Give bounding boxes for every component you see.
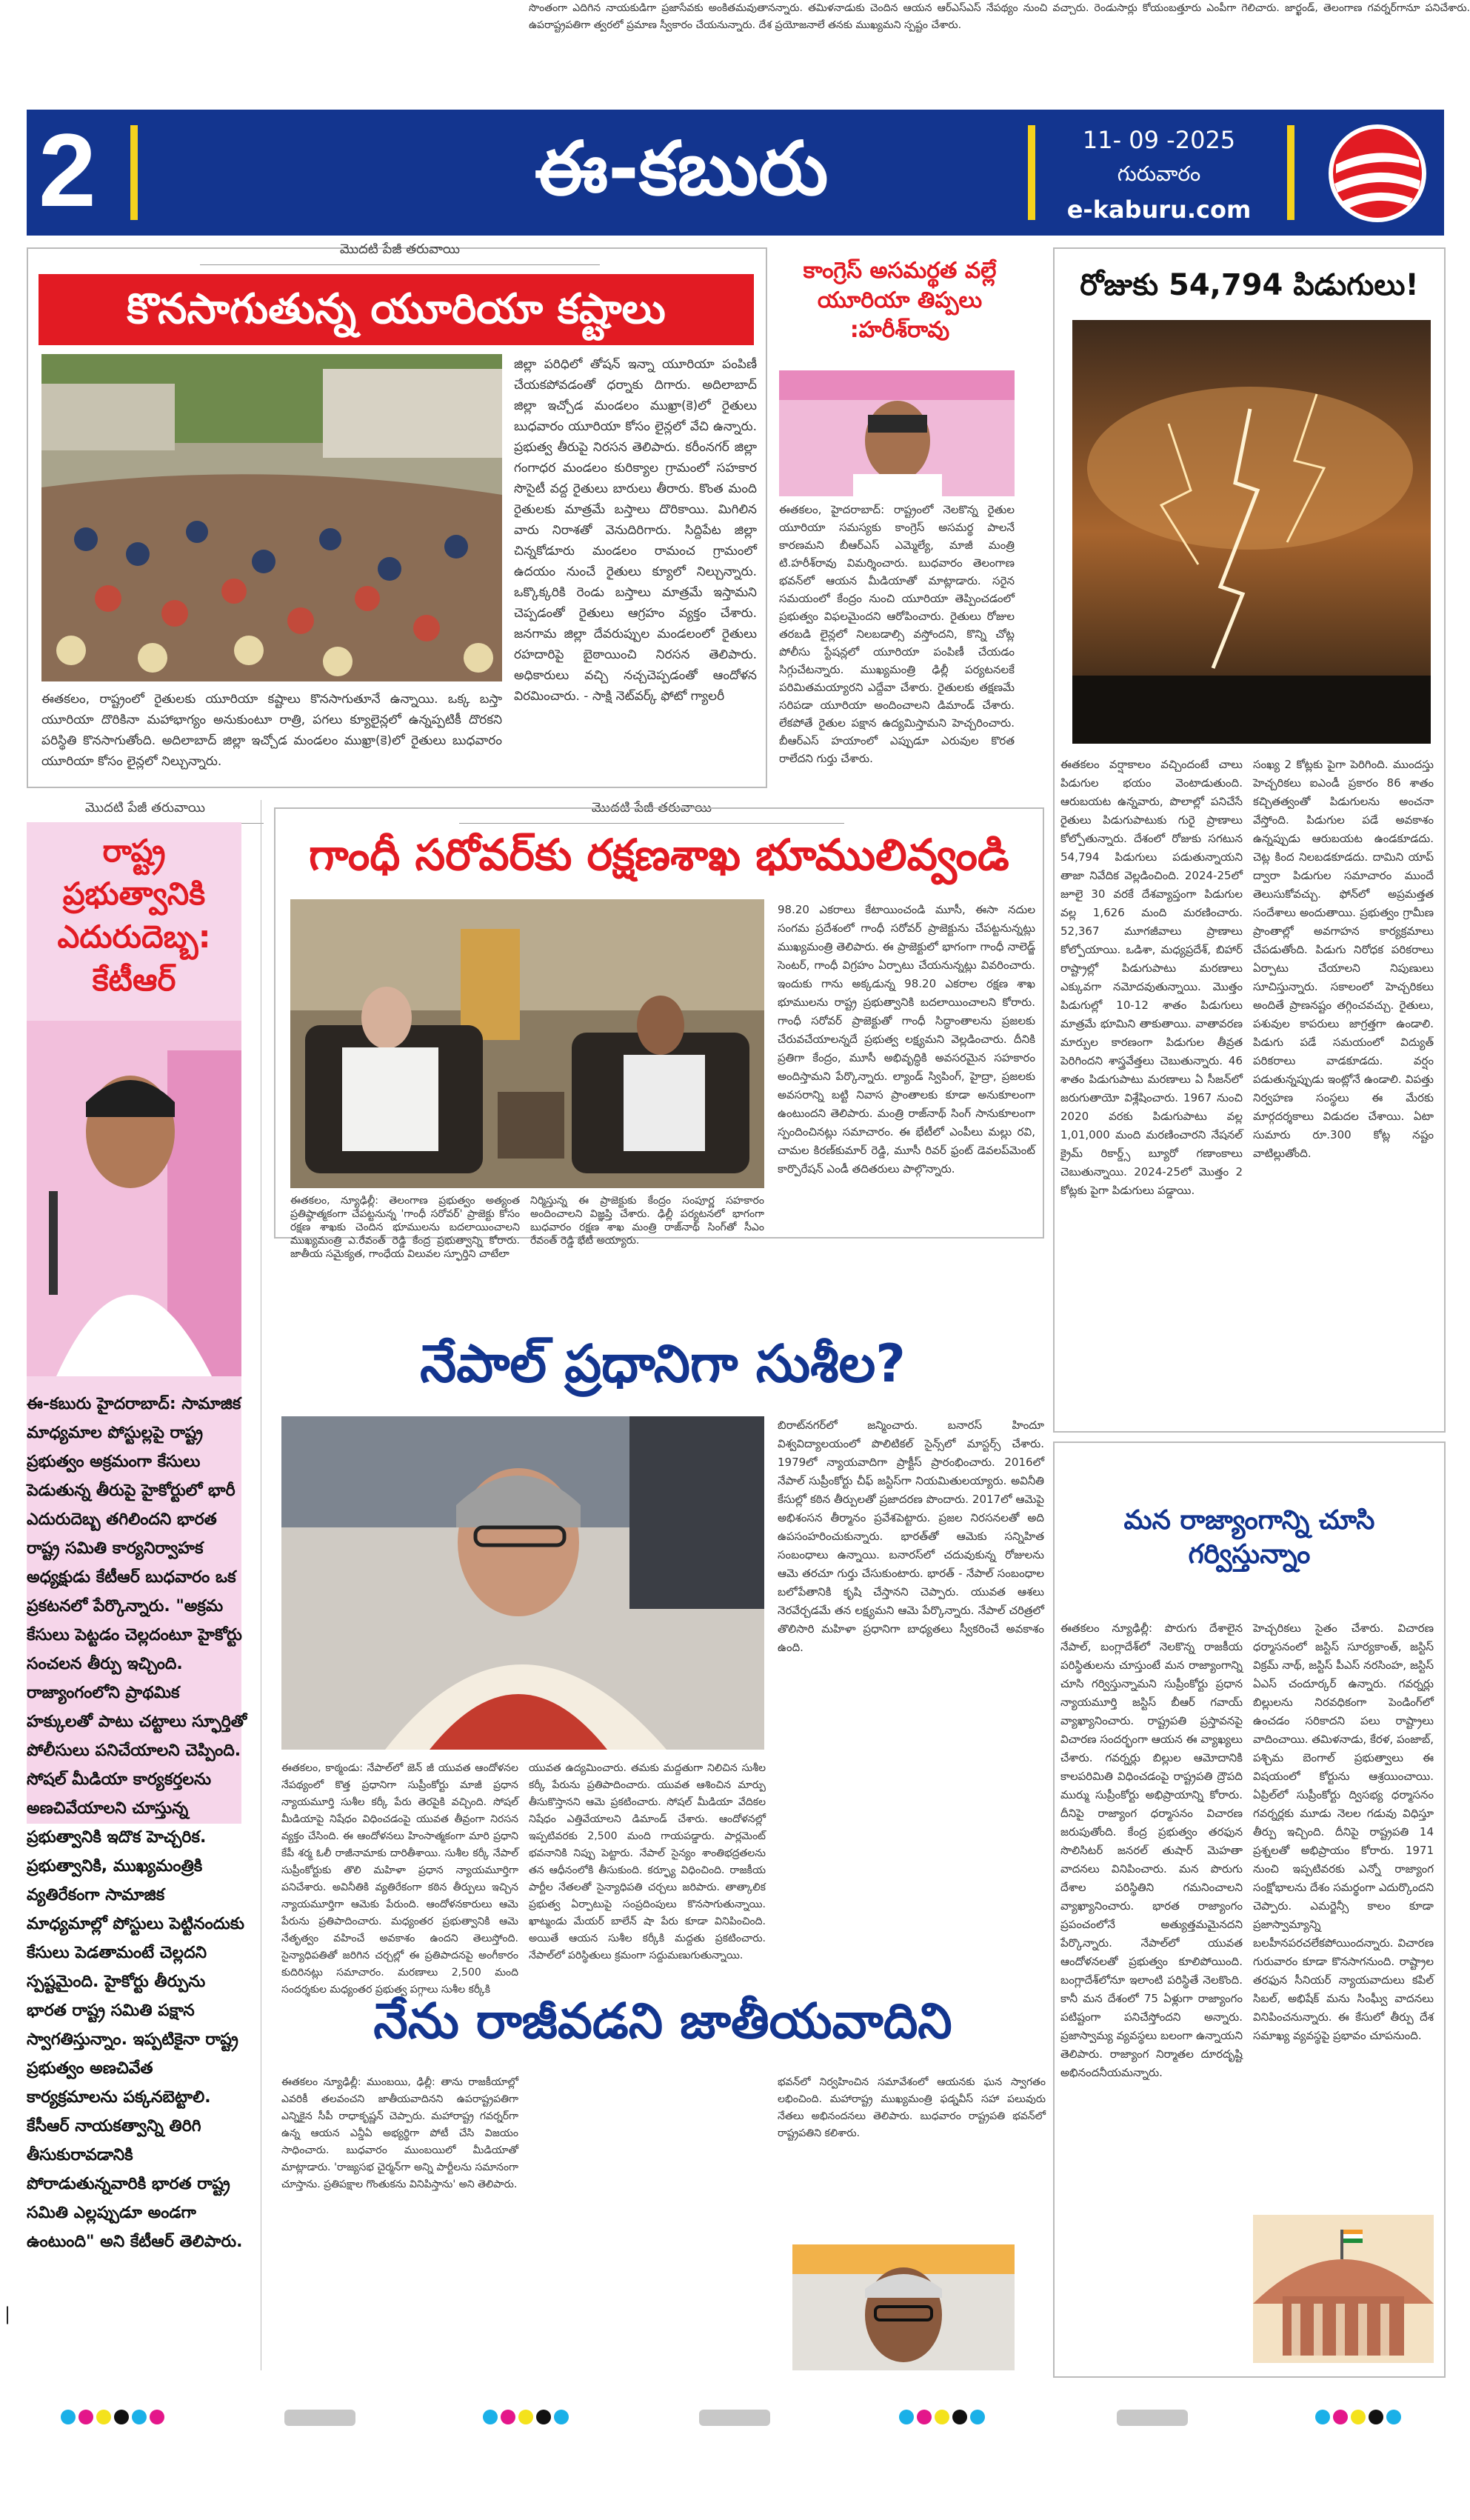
- supreme-court-photo: [1253, 2215, 1434, 2363]
- newspaper-title: ఈ-కబురు: [534, 125, 829, 212]
- registration-marks: [483, 2410, 569, 2426]
- farmers-queue-photo: [41, 354, 502, 681]
- gandhi-headline: గాంధీ సరోవర్‌కు రక్షణశాఖ భూములివ్వండి: [309, 830, 1009, 880]
- gandhi-body-col2: నిర్మిస్తున్న ఈ ప్రాజెక్టుకు కేంద్రం సంపూర్ణ సహకారం అందించాలని విజ్ఞప్తి చేశారు. ఢిల్లీ పర్యటనలో భాగంగా బుధవారం రక్షణ శాఖ మంత్రి రాజ్‌నాథ్ సింగ్‌తో సీఎం రేవంత్ రెడ్డి భేటీ అయ్యారు.: [530, 1195, 764, 1247]
- gandhi-body-col1: ఈతకలం, న్యూఢిల్లీ: తెలంగాణ ప్రభుత్వం అత్యంత ప్రతిష్ఠాత్మకంగా చేపట్టనున్న 'గాంధీ సరోవర్' ప్రాజెక్టు కోసం రక్షణ శాఖకు చెందిన భూములను బదలాయించాలని ముఖ్యమంత్రి ఎ.రేవంత్ రెడ్డి కేంద్ర ప్రభుత్వాన్ని కోరారు. జాతీయ సమైక్యత, గాంధేయ విలువల స్ఫూర్తిని చాటేలా: [290, 1195, 520, 1260]
- sushila-karki-photo: [281, 1416, 764, 1750]
- color-bar: [699, 2410, 770, 2426]
- color-bar: [1117, 2410, 1188, 2426]
- harish-body: ఈతకలం, హైదరాబాద్: రాష్ట్రంలో నెలకొన్న రైతుల యూరియా సమస్యకు కాంగ్రెస్ అసమర్థ పాలనే కారణమని బీఆర్‌ఎస్ ఎమ్మెల్యే, మాజీ మంత్రి టి.హరీశ్‌రావు విమర్శించారు. బుధవారం తెలంగాణ భవన్‌లో ఆయన మీడియాతో మాట్లాడారు. సరైన సమయంలో కేంద్రం నుంచి యూరియా తెప్పించడంలో ప్రభుత్వం విఫలమైందని ఆరోపించారు. రైతులు రోజుల తరబడి లైన్లలో నిలబడాల్సి వస్తోందని, కొన్ని చోట్ల పోలీసు స్టేషన్లలో యూరియా పంపిణీ చేయడం సిగ్గుచేటన్నారు. ముఖ్యమంత్రి ఢిల్లీ పర్యటనలకే పరిమితమయ్యారని ఎద్దేవా చేశారు. రైతులకు తక్షణమే సరిపడా యూరియా అందించాలని డిమాండ్ చేశారు. లేకపోతే రైతుల పక్షాన ఉద్యమిస్తామని హెచ్చరించారు. బీఆర్‌ఎస్ హయాంలో ఎప్పుడూ ఎరువుల కొరత రాలేదని గుర్తు చేశారు.: [779, 503, 1015, 765]
- registration-marks: [899, 2410, 985, 2426]
- website-link[interactable]: e-kaburu.com: [1066, 196, 1252, 224]
- registration-marks: [1315, 2410, 1401, 2426]
- continued-kicker: మొదటి పేజీ తరువాయి: [27, 800, 264, 824]
- urea-headline: కొనసాగుతున్న యూరియా కష్టాలు: [39, 274, 754, 345]
- registration-marks: [61, 2410, 164, 2426]
- nepal-body-col3: బిరాట్‌నగర్‌లో జన్మించారు. బనారస్ హిందూ విశ్వవిద్యాలయంలో పొలిటికల్ సైన్స్‌లో మాస్టర్స్ చేశారు. 1979లో న్యాయవాదిగా ప్రాక్టీస్ ప్రారంభించారు. 2016లో నేపాల్ సుప్రీంకోర్టు చీఫ్ జస్టిస్‌గా నియమితులయ్యారు. అవినీతి కేసుల్లో కఠిన తీర్పులతో ప్రజాదరణ పొందారు. 2017లో ఆమెపై అభిశంసన తీర్మానం ప్రవేశపెట్టారు. ప్రజల నిరసనలతో అది ఉపసంహరించుకున్నారు. భారత్‌తో ఆమెకు సన్నిహిత సంబంధాలు ఉన్నాయి. బనారస్‌లో చదువుకున్న రోజులను ఆమె తరచూ గుర్తు చేసుకుంటారు. భారత్ - నేపాల్ సంబంధాల బలోపేతానికి కృషి చేస్తానని చెప్పారు. యువత ఆశలు నెరవేర్చడమే తన లక్ష్యమని ఆమె పేర్కొన్నారు. నేపాల్ చరిత్రలో తొలిసారి మహిళా ప్రధానిగా బాధ్యతలు స్వీకరించే అవకాశం ఉంది.: [778, 1419, 1044, 1654]
- urea-body-col2: జిల్లా పరిధిలో తోషన్ ఇన్నా యూరియా పంపిణీ చేయకపోవడంతో ధర్నాకు దిగారు. అదిలాబాద్ జిల్లా ఇచ్చోడ మండలం ముఖ్రా(కె)లో రైతులు బుధవారం యూరియా కోసం లైన్లలో వేచి ఉన్నారు. ప్రభుత్వ తీరుపై నిరసన తెలిపారు. కరీంనగర్ జిల్లా గంగాధర మండలం కురిక్యాల గ్రామంలో సహకార సొసైటీ వద్ద రైతులు బారులు తీరారు. కొంత మంది రైతులకు మాత్రమే బస్తాలు దొరికాయి. మిగిలిన వారు నిరాశతో వెనుదిరిగారు. సిద్దిపేట జిల్లా చిన్నకోడూరు మండలం రామంచ గ్రామంలో ఉదయం నుంచే రైతులు క్యూలో నిల్చున్నారు. ఒక్కొక్కరికి రెండు బస్తాలు మాత్రమే ఇస్తామని చెప్పడంతో రైతులు ఆగ్రహం వ్యక్తం చేశారు. జనగామ జిల్లా దేవరుప్పుల మండలంలో రైతులు రహదారిపై బైఠాయించి నిరసన తెలిపారు. అధికారులు వచ్చి నచ్చచెప్పడంతో ఆందోళన విరమించారు. - సాక్షి నెట్‌వర్క్ ఫోటో గ్యాలరీ: [514, 357, 757, 704]
- constitution-headline: మన రాజ్యాంగాన్ని చూసి గర్విస్తున్నాం: [1123, 1505, 1375, 1570]
- ktr-photo: [27, 1021, 241, 1376]
- nepal-body-col1: ఈతకలం, కాఠ్మండు: నేపాల్‌లో జెన్ జీ యువత ఆందోళనల నేపథ్యంలో కొత్త ప్రధానిగా సుప్రీంకోర్టు మాజీ ప్రధాన న్యాయమూర్తి సుశీల కర్కీ పేరు తెరపైకి వచ్చింది. సోషల్ మీడియాపై నిషేధం విధించడంపై యువత తీవ్రంగా నిరసన వ్యక్తం చేసింది. ఈ ఆందోళనలు హింసాత్మకంగా మారి ప్రధాని కేపీ శర్మ ఓలీ రాజీనామాకు దారితీశాయి. సుశీల కర్కీ నేపాల్ సుప్రీంకోర్టుకు తొలి మహిళా ప్రధాన న్యాయమూర్తిగా పనిచేశారు. అవినీతికి వ్యతిరేకంగా కఠిన తీర్పులు ఇచ్చిన న్యాయమూర్తిగా ఆమెకు పేరుంది. ఆందోళనకారులు ఆమె పేరును ప్రతిపాదించారు. మధ్యంతర ప్రభుత్వానికి ఆమె నేతృత్వం వహించే అవకాశం ఉందని తెలుస్తోంది. సైన్యాధిపతితో జరిగిన చర్చల్లో ఈ ప్రతిపాదనపై అంగీకారం కుదిరినట్లు సమాచారం. మరణాలు 2,500 మంది సందర్శకుల మధ్యంతర ప్రభుత్వ పగ్గాలు సుశీల కర్కీకి: [281, 1762, 518, 1996]
- rajeev-body-col3: భవన్‌లో నిర్వహించిన సమావేశంలో ఆయనకు ఘన స్వాగతం లభించింది. మహారాష్ట్ర ముఖ్యమంత్రి ఫడ్నవీస్ సహా పలువురు నేతలు అభినందనలు తెలిపారు. బుధవారం రాష్ట్రపతి భవన్‌లో రాష్ట్రపతిని కలిశారు.: [778, 2076, 1046, 2139]
- constitution-body-col2: హెచ్చరికలు సైతం చేశారు. విచారణ ధర్మాసనంలో జస్టిస్ సూర్యకాంత్, జస్టిస్ విక్రమ్ నాథ్, జస్టిస్ పీఎస్ నరసింహ, జస్టిస్ ఏఎస్ చందూర్కర్ ఉన్నారు. గవర్నర్లు బిల్లులను నిరవధికంగా పెండింగ్‌లో ఉంచడం సరికాదని పలు రాష్ట్రాలు వాదించాయి. తమిళనాడు, కేరళ, పంజాబ్, పశ్చిమ బెంగాల్ ప్రభుత్వాలు ఈ విషయంలో కోర్టును ఆశ్రయించాయి. ఏప్రిల్‌లో సుప్రీంకోర్టు ద్విసభ్య ధర్మాసనం గవర్నర్లకు మూడు నెలల గడువు విధిస్తూ తీర్పు ఇచ్చింది. దీనిపై రాష్ట్రపతి 14 ప్రశ్నలతో అభిప్రాయం కోరారు. 1971 నుంచి ఇప్పటివరకు ఎన్నో రాజ్యాంగ సంక్షోభాలను దేశం సమర్థంగా ఎదుర్కొందని చెప్పారు. ఎమర్జెన్సీ కాలం కూడా ప్రజాస్వామ్యాన్ని బలహీనపరచలేకపోయిందన్నారు. విచారణ గురువారం కూడా కొనసాగనుంది. రాష్ట్రాల తరఫున సీనియర్ న్యాయవాదులు కపిల్ సిబల్, అభిషేక్ మను సింఘ్వీ వాదనలు వినిపించనున్నారు. ఈ కేసులో తీర్పు దేశ సమాఖ్య వ్యవస్థపై ప్రభావం చూపనుంది.: [1253, 1621, 1434, 2042]
- page-marker: |: [4, 2304, 11, 2324]
- lightning-body-col1: ఈతకలం వర్షాకాలం వచ్చిందంటే చాలు పిడుగుల భయం వెంటాడుతుంది. ఆరుబయట ఉన్నవారు, పొలాల్లో పనిచేసే రైతులు పిడుగుపాటుకు గురై ప్రాణాలు కోల్పోతున్నారు. దేశంలో రోజుకు సగటున 54,794 పిడుగులు పడుతున్నాయని తాజా నివేదిక వెల్లడించింది. 2024-25లో జూలై 30 వరకే దేశవ్యాప్తంగా పిడుగుల వల్ల 1,626 మంది మరణించారు. 52,367 మూగజీవాలు ప్రాణాలు కోల్పోయాయి. ఒడిశా, మధ్యప్రదేశ్, బిహార్ రాష్ట్రాల్లో పిడుగుపాటు మరణాలు ఎక్కువగా నమోదవుతున్నాయి. మొత్తం పిడుగుల్లో 10-12 శాతం పిడుగులు మాత్రమే భూమిని తాకుతాయి. వాతావరణ మార్పుల కారణంగా పిడుగుల తీవ్రత పెరిగిందని శాస్త్రవేత్తలు చెబుతున్నారు. 46 శాతం పిడుగుపాటు మరణాలు ఏ సీజన్‌లో జరుగుతాయో విశ్లేషించారు. 1967 నుంచి 2020 వరకు పిడుగుపాటు వల్ల 1,01,000 మంది మరణించారని నేషనల్ క్రైమ్ రికార్డ్స్ బ్యూరో గణాంకాలు చెబుతున్నాయి. 2024-25లో మొత్తం 2 కోట్లకు పైగా పిడుగులు పడ్డాయి.: [1060, 758, 1243, 1197]
- harish-rao-photo: [779, 370, 1015, 496]
- rajeev-headline: నేను రాజీవడని జాతీయవాదిని: [373, 1993, 952, 2050]
- rajeev-body-col1: ఈతకలం న్యూఢిల్లీ: ముంబయి, ఢిల్లీ: తాను రాజకీయాల్లో ఎవరికీ తలవంచని జాతీయవాదినని ఉపరాష్ట్రపతిగా ఎన్నికైన సీపీ రాధాకృష్ణన్ చెప్పారు. మహారాష్ట్ర గవర్నర్‌గా ఉన్న ఆయన ఎన్డీఏ అభ్యర్థిగా పోటీ చేసి విజయం సాధించారు. బుధవారం ముంబయిలో మీడియాతో మాట్లాడారు. 'రాజ్యసభ చైర్మన్‌గా అన్ని పార్టీలను సమానంగా చూస్తాను. ప్రతిపక్షాల గొంతుకను వినిపిస్తాను' అని తెలిపారు.: [281, 2076, 518, 2190]
- issue-day: గురువారం: [1117, 161, 1201, 186]
- meeting-photo: [290, 899, 764, 1188]
- continued-kicker: మొదటి పేజీ తరువాయి: [200, 241, 600, 265]
- continued-kicker: మొదటి పేజీ తరువాయి: [459, 800, 844, 824]
- harish-headline: కాంగ్రెస్ అసమర్థత వల్లే యూరియా తిప్పలు :హరీశ్‌రావు: [803, 258, 997, 343]
- radhakrishnan-photo: [792, 2244, 1015, 2370]
- urea-body-col1: ఈతకలం, రాష్ట్రంలో రైతులకు యూరియా కష్టాలు కొనసాగుతూనే ఉన్నాయి. ఒక్క బస్తా యూరియా దొరికినా మహాభాగ్యం అనుకుంటూ రాత్రి, పగలు క్యూలైన్లలో ఉన్నప్పటికీ దొరకని పరిస్థితి కొనసాగుతోంది. అదిలాబాద్ జిల్లా ఇచ్చోడ మండలం ముఖ్రా(కె)లో రైతులు బుధవారం యూరియా కోసం లైన్లలో నిల్చున్నారు.: [41, 692, 502, 769]
- gandhi-body-col3: 98.20 ఎకరాలు కేటాయించండి మూసీ, ఈసా నదుల సంగమ ప్రదేశంలో గాంధీ సరోవర్ ప్రాజెక్టును చేపట్టనున్నట్లు ముఖ్యమంత్రి తెలిపారు. ఈ ప్రాజెక్టులో భాగంగా గాంధీ నాలెడ్జ్ సెంటర్, గాంధీ విగ్రహం ఏర్పాటు చేయనున్నట్లు వివరించారు. ఇందుకు గాను అక్కడున్న 98.20 ఎకరాల రక్షణ శాఖ భూములను రాష్ట్ర ప్రభుత్వానికి బదలాయించాలని కోరారు. గాంధీ సరోవర్ ప్రాజెక్టుతో గాంధీ సిద్ధాంతాలను ప్రజలకు చేరువచేయాలన్నదే ప్రభుత్వ లక్ష్యమని వెల్లడించారు. దీనికి ప్రతిగా కేంద్రం, మూసీ అభివృద్ధికి అవసరమైన సహకారం అందిస్తామని పేర్కొన్నారు. ల్యాండ్ స్విపింగ్, హైద్రా, ప్రజలకు అవసరాన్ని బట్టి నివాస ప్రాంతాలకు కూడా అనుకూలంగా ఉంటుందని తెలిపారు. మంత్రి రాజ్‌నాథ్ సింగ్ సానుకూలంగా స్పందించినట్లు సమాచారం. ఈ భేటీలో ఎంపీలు మల్లు రవి, చామల కిరణ్‌కుమార్ రెడ్డి, మూసీ రివర్ ఫ్రంట్ డెవలప్‌మెంట్ కార్పొరేషన్ ఎండీ తదితరులు పాల్గొన్నారు.: [778, 903, 1035, 1176]
- ktr-body: ఈ-కబురు హైదరాబాద్: సామాజిక మాధ్యమాల పోస్టుల్లపై రాష్ట్ర ప్రభుత్వం అక్రమంగా కేసులు పెడుతున్న తీరుపై హైకోర్టులో భారీ ఎదురుదెబ్బ తగిలిందని భారత రాష్ట్ర సమితి కార్యనిర్వాహక అధ్యక్షుడు కేటీఆర్ బుధవారం ఒక ప్రకటనలో పేర్కొన్నారు. "అక్రమ కేసులు పెట్టడం చెల్లదంటూ హైకోర్టు సంచలన తీర్పు ఇచ్చింది. రాజ్యాంగంలోని ప్రాథమిక హక్కులతో పాటు చట్టాలు స్ఫూర్తితో పోలీసులు పనిచేయాలని చెప్పింది. సోషల్ మీడియా కార్యకర్తలను అణచివేయాలని చూస్తున్న ప్రభుత్వానికి ఇదొక హెచ్చరిక. ప్రభుత్వానికి, ముఖ్యమంత్రికి వ్యతిరేకంగా సామాజిక మాధ్యమాల్లో పోస్టులు పెట్టినందుకు కేసులు పెడతామంటే చెల్లదని స్పష్టమైంది. హైకోర్టు తీర్పును భారత రాష్ట్ర సమితి పక్షాన స్వాగతిస్తున్నాం. ఇప్పటికైనా రాష్ట్ర ప్రభుత్వం అణచివేత కార్యక్రమాలను పక్కనబెట్టాలి. కేసీఆర్ నాయకత్వాన్ని తిరిగి తీసుకురావడానికి పోరాడుతున్నవారికి భారత రాష్ట్ర సమితి ఎల్లప్పుడూ అండగా ఉంటుంది" అని కేటీఆర్ తెలిపారు.: [27, 1395, 247, 2251]
- lightning-body-col2: సంఖ్య 2 కోట్లకు పైగా పెరిగింది. ముందస్తు హెచ్చరికలు ఐఎండీ ప్రకారం 86 శాతం కచ్చితత్వంతో పిడుగులను అంచనా వేస్తోంది. పిడుగుల పడే అవకాశం ఉన్నప్పుడు ఆరుబయట ఉండకూడదు. చెట్ల కింద నిలబడకూడదు. దామిని యాప్ ద్వారా పిడుగుల సమాచారం ముందే తెలుసుకోవచ్చు. ఫోన్‌లో అప్రమత్తత సందేశాలు అందుతాయి. ప్రభుత్వం గ్రామీణ ప్రాంతాల్లో అవగాహన కార్యక్రమాలు చేపడుతోంది. పిడుగు నిరోధక పరికరాలు ఏర్పాటు చేయాలని నిపుణులు సూచిస్తున్నారు. సకాలంలో హెచ్చరికలు అందితే ప్రాణనష్టం తగ్గించవచ్చు. రైతులు, పశువుల కాపరులు జాగ్రత్తగా ఉండాలి. పిడుగు పడే సమయంలో విద్యుత్ పరికరాలు వాడకూడదు. వర్షం పడుతున్నప్పుడు ఇంట్లోనే ఉండాలి. విపత్తు నిర్వహణ సంస్థలు ఈ మేరకు మార్గదర్శకాలు విడుదల చేశాయి. ఏటా సుమారు రూ.300 కోట్ల నష్టం వాటిల్లుతోంది.: [1253, 758, 1434, 1160]
- nepal-body-col2: యువత ఉద్యమించారు. తమకు మద్దతుగా నిలిచిన సుశీల కర్కీ పేరును ప్రతిపాదించారు. యువత ఆశించిన మార్పు తీసుకొస్తానని ఆమె ప్రకటించారు. సోషల్ మీడియా వేదికల నిషేధం ఎత్తివేయాలని డిమాండ్ చేశారు. ఆందోళనల్లో ఇప్పటివరకు 2,500 మంది గాయపడ్డారు. పార్లమెంట్ భవనానికి నిప్పు పెట్టారు. నేపాల్ సైన్యం శాంతిభద్రతలను తన ఆధీనంలోకి తీసుకుంది. కర్ఫ్యూ విధించింది. రాజకీయ పార్టీల నేతలతో సైన్యాధిపతి చర్చలు జరిపారు. తాత్కాలిక ప్రభుత్వ ఏర్పాటుపై సంప్రదింపులు కొనసాగుతున్నాయి. ఖాట్మండు మేయర్ బాలేన్ షా పేరు కూడా వినిపించింది. అయితే ఆయన సుశీల కర్కీకి మద్దతు ప్రకటించారు. నేపాల్‌లో పరిస్థితులు క్రమంగా సద్దుమణుగుతున్నాయి.: [529, 1762, 766, 1961]
- masthead-divider: [130, 125, 138, 220]
- lightning-photo: [1072, 320, 1431, 744]
- ktr-headline: రాష్ట్ర ప్రభుత్వానికి ఎదురుదెబ్బ: కేటీఆర్: [57, 833, 211, 998]
- issue-date: 11- 09 -2025: [1082, 126, 1236, 154]
- nepal-headline: నేపాల్ ప్రధానిగా సుశీల?: [420, 1333, 906, 1394]
- constitution-body-col1: ఈతకలం న్యూఢిల్లీ: పొరుగు దేశాలైన నేపాల్, బంగ్లాదేశ్‌లో నెలకొన్న రాజకీయ పరిస్థితులను చూస్తుంటే మన రాజ్యాంగాన్ని చూసి గర్విస్తున్నామని సుప్రీంకోర్టు ప్రధాన న్యాయమూర్తి జస్టిస్ బీఆర్ గవాయ్ వ్యాఖ్యానించారు. రాష్ట్రపతి ప్రస్తావనపై విచారణ సందర్భంగా ఆయన ఈ వ్యాఖ్యలు చేశారు. గవర్నర్లు బిల్లుల ఆమోదానికి కాలపరిమితి విధించడంపై రాష్ట్రపతి ద్రౌపది ముర్ము సుప్రీంకోర్టు అభిప్రాయాన్ని కోరారు. దీనిపై రాజ్యాంగ ధర్మాసనం విచారణ జరుపుతోంది. కేంద్ర ప్రభుత్వం తరఫున సొలిసిటర్ జనరల్ తుషార్ మెహతా వాదనలు వినిపించారు. మన పొరుగు దేశాల పరిస్థితిని గమనించాలని వ్యాఖ్యానించారు. భారత రాజ్యాంగం ప్రపంచంలోనే అత్యుత్తమమైనదని పేర్కొన్నారు. నేపాల్‌లో యువత ఆందోళనలతో ప్రభుత్వం కూలిపోయింది. బంగ్లాదేశ్‌లోనూ ఇలాంటి పరిస్థితే నెలకొంది. కానీ మన దేశంలో 75 ఏళ్లుగా రాజ్యాంగం పటిష్టంగా పనిచేస్తోందని అన్నారు. ప్రజాస్వామ్య వ్యవస్థలు బలంగా ఉన్నాయని తెలిపారు. రాజ్యాంగ నిర్మాతల దూరదృష్టి అభినందనీయమన్నారు.: [1060, 1621, 1243, 2079]
- page-number: 2: [39, 112, 96, 228]
- color-bar: [284, 2410, 355, 2426]
- lightning-headline: రోజుకు 54,794 పిడుగులు!: [1080, 268, 1419, 302]
- rajeev-body-col2: సొంతంగా ఎదిగిన నాయకుడిగా ప్రజాసేవకు అంకితమవుతానన్నారు. తమిళనాడుకు చెందిన ఆయన ఆర్ఎస్ఎస్ నేపథ్యం నుంచి వచ్చారు. రెండుసార్లు కోయంబత్తూరు ఎంపీగా గెలిచారు. జార్ఖండ్, తెలంగాణ గవర్నర్‌గానూ పనిచేశారు. ఉపరాష్ట్రపతిగా త్వరలో ప్రమాణ స్వీకారం చేయనున్నారు. దేశ ప్రయోజనాలే తనకు ముఖ్యమని స్పష్టం చేశారు.: [529, 2, 1470, 31]
